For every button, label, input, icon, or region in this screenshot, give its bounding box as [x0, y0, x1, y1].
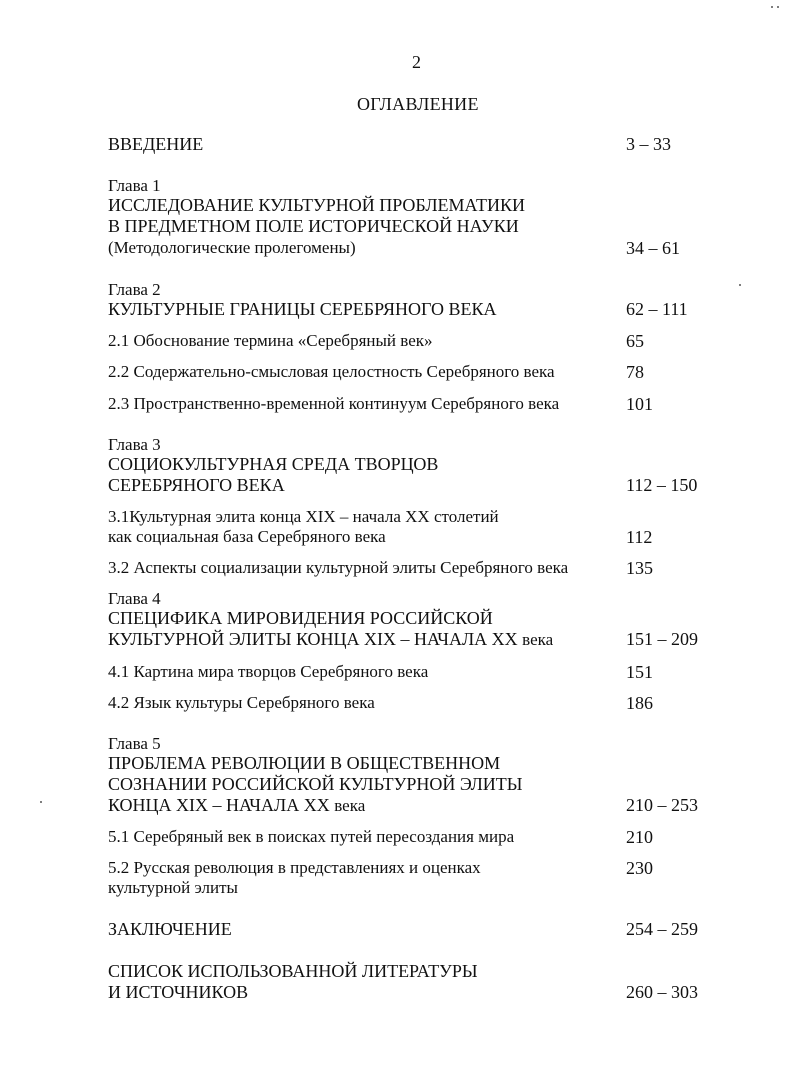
toc-ch5-title-line3-caps: КОНЦА XIX – НАЧАЛА XX	[108, 795, 330, 815]
toc-ch1-title-line1: ИССЛЕДОВАНИЕ КУЛЬТУРНОЙ ПРОБЛЕМАТИКИ	[108, 195, 525, 215]
toc-bibliography-line1: СПИСОК ИСПОЛЬЗОВАННОЙ ЛИТЕРАТУРЫ	[108, 961, 478, 981]
toc-conclusion-pages: 254 – 259	[626, 919, 698, 939]
toc-section-4-2-page: 186	[626, 693, 653, 713]
toc-ch3-title-line2: СЕРЕБРЯНОГО ВЕКА	[108, 475, 285, 495]
toc-ch1-title-line2: В ПРЕДМЕТНОМ ПОЛЕ ИСТОРИЧЕСКОЙ НАУКИ	[108, 216, 519, 236]
toc-ch1-subtitle: (Методологические пролегомены)	[108, 238, 356, 257]
toc-section-3-1-line2: как социальная база Серебряного века	[108, 527, 386, 546]
toc-ch2-pages: 62 – 111	[626, 299, 688, 319]
toc-bibliography-pages: 260 – 303	[626, 982, 698, 1002]
toc-ch5-title-line2: СОЗНАНИИ РОССИЙСКОЙ КУЛЬТУРНОЙ ЭЛИТЫ	[108, 774, 523, 794]
toc-section-4-1: 4.1 Картина мира творцов Серебряного века	[108, 662, 429, 681]
toc-ch5-label: Глава 5	[108, 734, 161, 753]
toc-section-2-3-page: 101	[626, 394, 653, 414]
toc-section-5-2-line2: культурной элиты	[108, 878, 238, 897]
toc-section-2-2-page: 78	[626, 362, 644, 382]
toc-section-3-2-page: 135	[626, 558, 653, 578]
toc-ch1-pages: 34 – 61	[626, 238, 680, 258]
toc-ch3-pages: 112 – 150	[626, 475, 698, 495]
toc-section-2-1: 2.1 Обоснование термина «Серебряный век»	[108, 331, 433, 350]
toc-section-5-1: 5.1 Серебряный век в поисках путей пересоздания мира	[108, 827, 515, 846]
toc-section-3-1-line1: 3.1Культурная элита конца XIX – начала XX столетий	[108, 507, 499, 526]
toc-section-2-3: 2.3 Пространственно-временной континуум Серебряного века	[108, 394, 560, 413]
scan-speck	[40, 801, 42, 803]
toc-section-4-2: 4.2 Язык культуры Серебряного века	[108, 693, 375, 712]
toc-ch3-label: Глава 3	[108, 435, 161, 454]
scan-speck	[771, 6, 773, 8]
toc-ch5-title-line1: ПРОБЛЕМА РЕВОЛЮЦИИ В ОБЩЕСТВЕННОМ	[108, 753, 501, 773]
toc-bibliography-line2: И ИСТОЧНИКОВ	[108, 982, 249, 1002]
toc-ch3-title-line1: СОЦИОКУЛЬТУРНАЯ СРЕДА ТВОРЦОВ	[108, 454, 439, 474]
toc-section-5-2-page: 230	[626, 858, 653, 878]
page-number: 2	[412, 52, 421, 72]
toc-section-3-2: 3.2 Аспекты социализации культурной элиты Серебряного века	[108, 558, 569, 577]
toc-section-5-1-page: 210	[626, 827, 653, 847]
scan-speck	[777, 6, 779, 8]
toc-ch4-pages: 151 – 209	[626, 629, 698, 649]
toc-section-2-1-page: 65	[626, 331, 644, 351]
toc-section-2-2: 2.2 Содержательно-смысловая целостность Серебряного века	[108, 362, 555, 381]
toc-ch4-title-line1: СПЕЦИФИКА МИРОВИДЕНИЯ РОССИЙСКОЙ	[108, 608, 493, 628]
toc-ch4-label: Глава 4	[108, 589, 161, 608]
toc-ch2-label: Глава 2	[108, 280, 161, 299]
toc-ch4-title-line2-tail: века	[522, 630, 554, 649]
page-title: ОГЛАВЛЕНИЕ	[357, 94, 479, 114]
toc-ch5-title-line3-tail: века	[334, 796, 366, 815]
toc-ch4-title-line2	[108, 630, 553, 648]
toc-ch5-pages: 210 – 253	[626, 795, 698, 815]
toc-ch2-title-line1: КУЛЬТУРНЫЕ ГРАНИЦЫ СЕРЕБРЯНОГО ВЕКА	[108, 299, 497, 319]
scan-speck	[739, 284, 741, 286]
toc-section-4-1-page: 151	[626, 662, 653, 682]
toc-section-5-2-line1: 5.2 Русская революция в представлениях и оценках	[108, 858, 481, 877]
toc-intro-title: ВВЕДЕНИЕ	[108, 134, 204, 154]
toc-ch5-title-line3	[108, 796, 365, 814]
toc-ch1-label: Глава 1	[108, 176, 161, 195]
toc-ch4-title-line2-caps: КУЛЬТУРНОЙ ЭЛИТЫ КОНЦА XIX – НАЧАЛА XX	[108, 629, 518, 649]
toc-intro-pages: 3 – 33	[626, 134, 671, 154]
toc-conclusion-title: ЗАКЛЮЧЕНИЕ	[108, 919, 232, 939]
toc-section-3-1-page: 112	[626, 527, 653, 547]
